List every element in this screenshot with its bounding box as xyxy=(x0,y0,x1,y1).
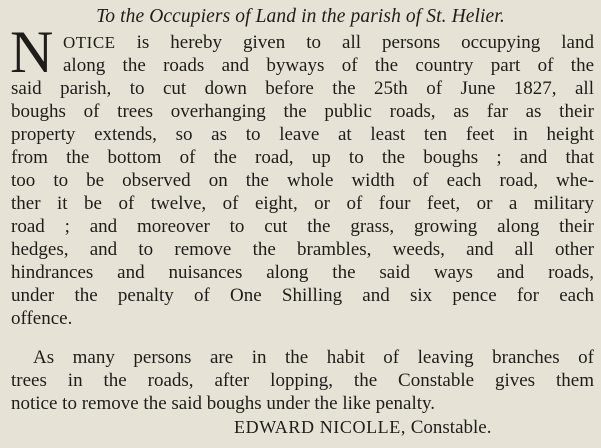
notice-line-16: notice to remove the said boughs under the like penalty. xyxy=(11,393,436,414)
notice-line-8: ther it be of twelve, of eight, or of four feet, or a military xyxy=(11,193,594,214)
notice-first-word: OTICE xyxy=(63,33,116,52)
notice-heading: To the Occupiers of Land in the parish of St. Helier. xyxy=(96,6,505,27)
notice-line-7: too to be observed on the whole width of each road, whe- xyxy=(11,170,594,191)
notice-line-13: offence. xyxy=(11,308,73,329)
notice-line-11: hindrances and nuisances along the said ways and roads, xyxy=(11,262,594,283)
signature-name: EDWARD NICOLLE, xyxy=(234,417,406,437)
notice-line-1-text: is hereby given to all persons occupying land xyxy=(115,32,594,53)
notice-line-4: boughs of trees overhanging the public roads, as far as their xyxy=(11,101,594,122)
notice-line-10: hedges, and to remove the brambles, weeds, and all other xyxy=(11,239,594,260)
notice-line-14: As many persons are in the habit of leaving branches of xyxy=(33,347,594,368)
notice-line-2: along the roads and byways of the country part of the xyxy=(63,55,594,76)
notice-line-3: said parish, to cut down before the 25th of June 1827, all xyxy=(11,78,594,99)
notice-line-5: property extends, so as to leave at least ten feet in height xyxy=(11,124,594,145)
notice-signature xyxy=(234,416,491,439)
notice-line-6: from the bottom of the road, up to the boughs ; and that xyxy=(11,147,594,168)
notice-line-12: under the penalty of One Shilling and six pence for each xyxy=(11,285,594,306)
drop-cap: N xyxy=(10,19,54,85)
notice-line-1 xyxy=(63,32,594,54)
notice-line-9: road ; and moreover to cut the grass, growing along their xyxy=(11,216,594,237)
notice-line-15: trees in the roads, after lopping, the Constable gives them xyxy=(11,370,594,391)
signature-title: Constable. xyxy=(405,417,492,438)
